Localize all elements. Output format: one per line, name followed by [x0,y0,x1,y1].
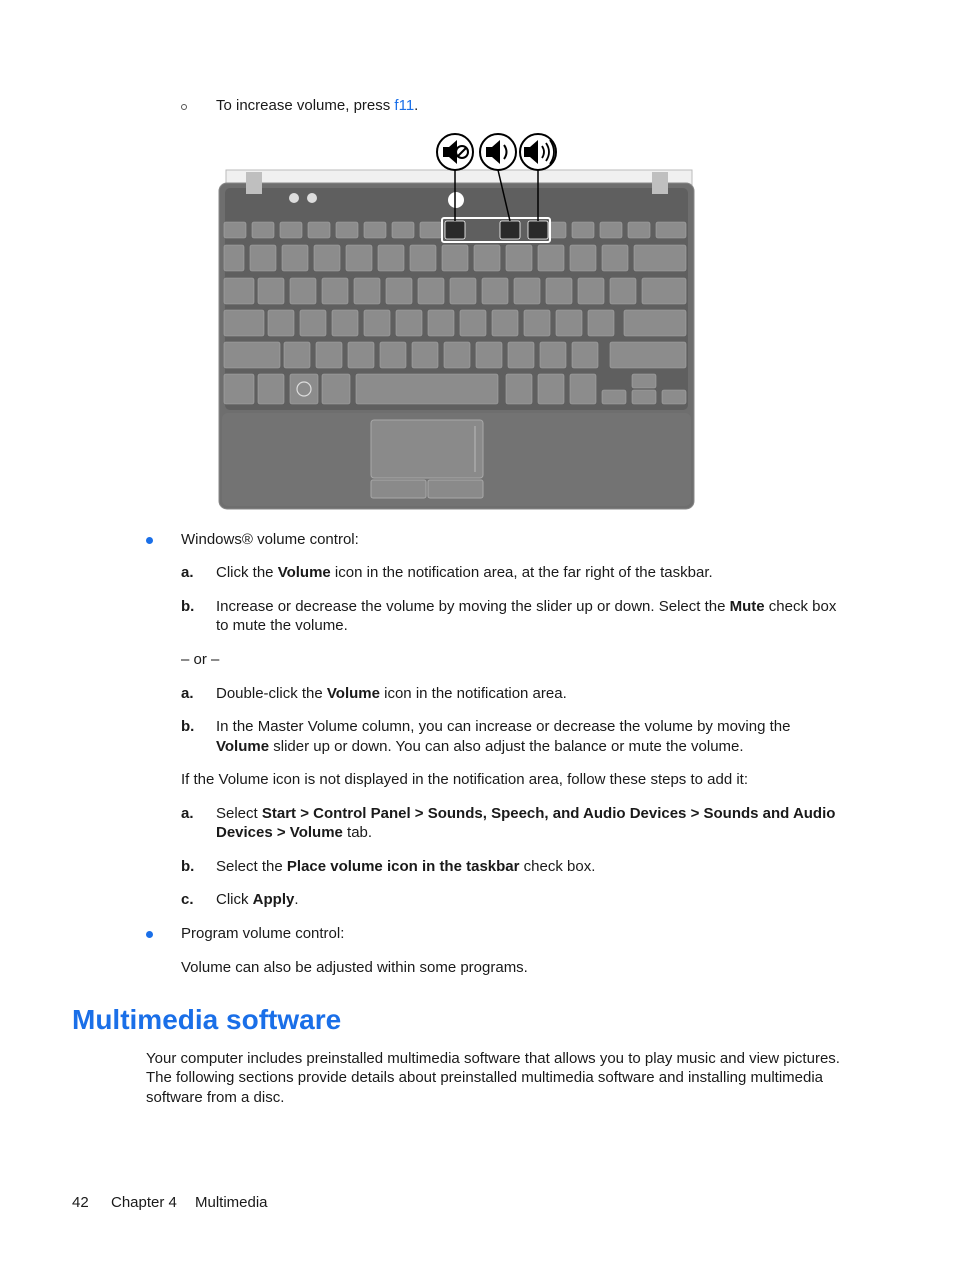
footer-chapter: Chapter 4 [111,1194,177,1211]
keyboard-figure [216,128,696,512]
step-text-continued: to mute the volume. [216,617,348,634]
step-marker: a. [181,685,194,702]
section-heading: Multimedia software [72,1004,342,1035]
step-text: Select Start > Control Panel > Sounds, Speech, and Audio Devices > Sounds and Audio [216,805,836,822]
windows-volume-control-heading: Windows® volume control: [181,531,359,548]
step-text: Click Apply. [216,891,299,908]
step-text: Increase or decrease the volume by moving the slider up or down. Select the Mute check box [216,598,837,615]
step-text: Double-click the Volume icon in the notification area. [216,685,567,702]
step-marker: c. [181,891,194,908]
program-volume-control-heading: Program volume control: [181,925,345,942]
add-icon-intro: If the Volume icon is not displayed in the notification area, follow these steps to add it: [181,771,749,788]
step-marker: b. [181,598,195,615]
program-volume-text: Volume can also be adjusted within some programs. [181,959,528,976]
page-number: 42 [72,1194,89,1211]
volume-down-icon [480,134,516,170]
footer-chapter-title: Multimedia [195,1194,268,1211]
mute-speaker-icon [437,134,473,170]
step-text: In the Master Volume column, you can increase or decrease the volume by moving the [216,718,791,735]
bullet-marker [146,931,153,938]
section-paragraph-line: software from a disc. [146,1089,285,1106]
step-text: Select the Place volume icon in the taskbar check box. [216,858,596,875]
section-paragraph-line: The following sections provide details about preinstalled multimedia software and installing multimedia [146,1069,824,1086]
keyboard-illustration [216,128,696,512]
step-marker: a. [181,805,194,822]
bullet-marker [146,537,153,544]
step-text: Click the Volume icon in the notification area, at the far right of the taskbar. [216,564,713,581]
increase-volume-item: To increase volume, press f11. [216,97,419,114]
section-paragraph-line: Your computer includes preinstalled multimedia software that allows you to play music and view pictures. [146,1050,840,1067]
f11-key-link[interactable]: f11 [394,97,415,114]
sub-bullet-marker [181,104,187,110]
step-marker: a. [181,564,194,581]
step-marker: b. [181,858,195,875]
step-text-continued: Devices > Volume tab. [216,824,373,841]
volume-up-icon [520,134,556,170]
step-text-continued: Volume slider up or down. You can also adjust the balance or mute the volume. [216,738,744,755]
step-marker: b. [181,718,195,735]
or-separator: – or – [181,651,220,668]
